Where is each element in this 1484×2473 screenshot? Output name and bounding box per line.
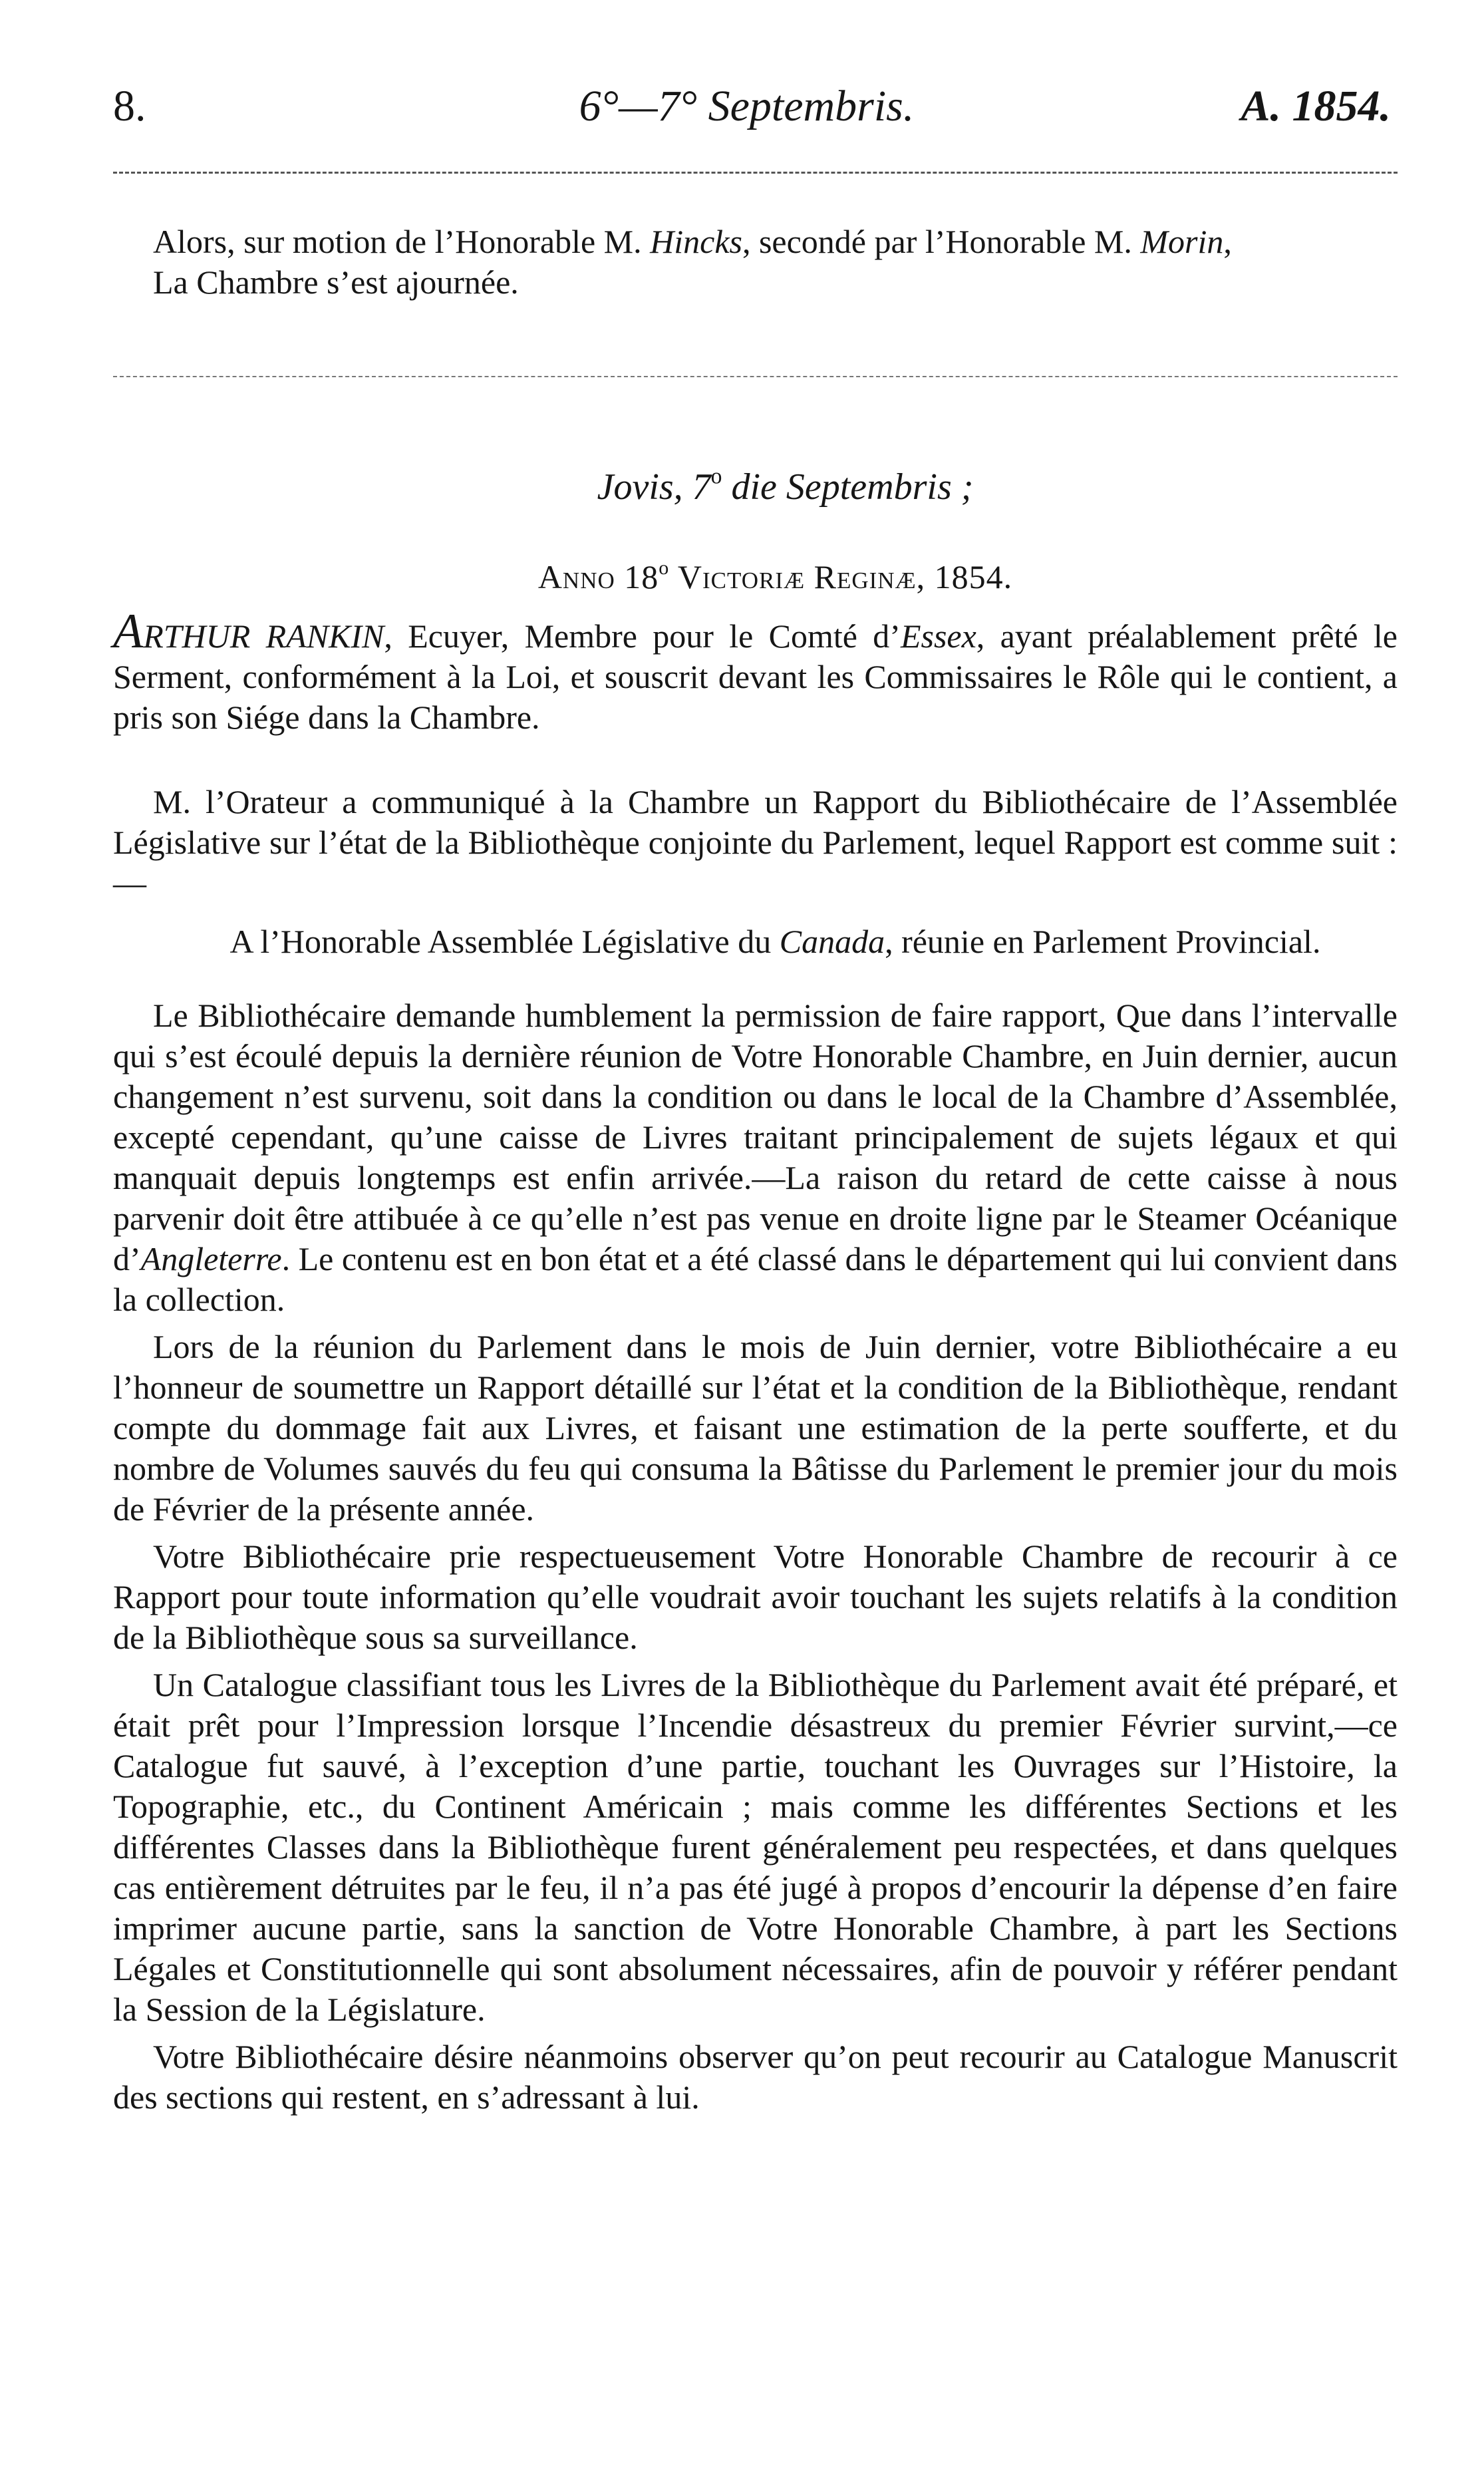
day-heading xyxy=(113,464,1398,510)
header-rule xyxy=(113,172,1398,174)
motion-text-1: Alors, sur motion de l’Honorable M. xyxy=(153,223,651,260)
day-rest: die Septembris ; xyxy=(722,466,974,508)
motion-hincks: Hincks xyxy=(650,223,742,260)
motion-text-2: , secondé par l’Honorable M. xyxy=(742,223,1132,260)
section-rule xyxy=(113,376,1398,377)
header-date: 6°—7° Septembris. xyxy=(579,82,915,130)
header-year: A. 1854. xyxy=(1241,82,1391,130)
adjourn-line: La Chambre s’est ajournée. xyxy=(153,263,519,301)
page-number: 8. xyxy=(113,82,146,130)
rankin-paragraph xyxy=(113,604,1398,738)
address-canada: Canada xyxy=(779,923,885,960)
anno-sup: o xyxy=(659,557,670,579)
address-post: , réunie en Parlement Provincial. xyxy=(885,923,1321,960)
rankin-essex: Essex xyxy=(900,617,976,655)
p1-text-b: . Le contenu est en bon état et a été classé dans le département qui lui convient dans la collection. xyxy=(113,1240,1398,1318)
motion-morin: Morin xyxy=(1140,223,1224,260)
p1-angleterre: Angleterre xyxy=(140,1240,282,1277)
report-paragraph-4: Un Catalogue classifiant tous les Livres de la Bibliothèque du Parlement avait été préparé, et était prêt pour l’Impression lorsque l’Incendie désastreux du premier Février survint,—ce Catalogue fut sauvé, à l’exception d’une partie, touchant les Ouvrages sur l’Histoire, la Topographie, etc., du Continent Américain ; mais comme les différentes Sections et les différentes Classes dans la Bibliothèque furent généralement peu respectées, et dans quelques cas entièrement détruites par le feu, il n’a pas été jugé à propos d’encourir la dépense d’en faire imprimer aucune partie, sans la sanction de Votre Honorable Chambre, à part les Sections Légales et Constitutionnelle qui sont absolument nécessaires, afin de pouvoir y référer pendant la Session de la Législature. xyxy=(113,1666,1398,2028)
day-jovis: Jovis, 7 xyxy=(597,466,711,508)
day-sup: o xyxy=(710,464,722,489)
anno-heading xyxy=(113,557,1398,597)
p1-text-a: Le Bibliothécaire demande humblement la permission de faire rapport, Que dans l’intervalle qui s’est écoulé depuis la dernière réunion de Votre Honorable Chambre, en Juin dernier, aucun changement n’est survenu, soit dans la condition ou dans le local de la Chambre d’Assemblée, excepté cependant, qu’une caisse de Livres traitant principalement de sujets légaux et qui manquait depuis longtemps est enfin arrivée.—La raison du retard de cette caisse à nous parvenir doit être attibuée à ce qu’elle n’est pas venue en droite ligne par le Steamer Océanique d’ xyxy=(113,997,1398,1277)
motion-paragraph xyxy=(113,222,1398,262)
report-paragraph-1 xyxy=(113,995,1398,1320)
orateur-paragraph: M. l’Orateur a communiqué à la Chambre un Rapport du Bibliothécaire de l’Assemblée Législative sur l’état de la Bibliothèque conjointe du Parlement, lequel Rapport est comme suit :— xyxy=(113,783,1398,902)
anno-pre: Anno 18 xyxy=(537,558,659,595)
motion-comma: , xyxy=(1223,223,1232,260)
report-paragraph-2: Lors de la réunion du Parlement dans le mois de Juin dernier, votre Bibliothécaire a eu l’honneur de soumettre un Rapport détaillé sur l’état et la condition de la Bibliothèque, rendant compte du dommage fait aux Livres, et faisant une estimation de la perte soufferte, et du nombre de Volumes sauvés du feu qui consuma la Bâtisse du Parlement le premier jour du mois de Février de la présente année. xyxy=(113,1328,1398,1528)
drop-cap: A xyxy=(113,604,144,659)
page-header xyxy=(113,80,1398,133)
anno-year: , 1854. xyxy=(916,558,1013,595)
report-paragraph-3: Votre Bibliothécaire prie respectueusement Votre Honorable Chambre de recourir à ce Rapport pour toute information qu’elle voudrait avoir touchant les sujets relatifs à la condition de la Bibliothèque sous sa surveillance. xyxy=(113,1538,1398,1656)
anno-victoriae: Victoriæ Reginæ xyxy=(669,558,917,595)
rankin-name: RTHUR RANKIN xyxy=(143,617,384,655)
rankin-text-1: , Ecuyer, Membre pour le Comté d’ xyxy=(384,617,901,655)
report-paragraph-5: Votre Bibliothécaire désire néanmoins observer qu’on peut recourir au Catalogue Manuscrit des sections qui restent, en s’adressant à lui. xyxy=(113,2038,1398,2116)
address-pre: A l’Honorable Assemblée Législative du xyxy=(229,923,780,960)
rankin-text-2: , ayant préalablement prêté le Serment, conformément à la Loi, et souscrit devant les Commissaires le Rôle qui le contient, a pris son Siége dans la Chambre. xyxy=(113,617,1398,736)
address-line xyxy=(113,921,1398,962)
